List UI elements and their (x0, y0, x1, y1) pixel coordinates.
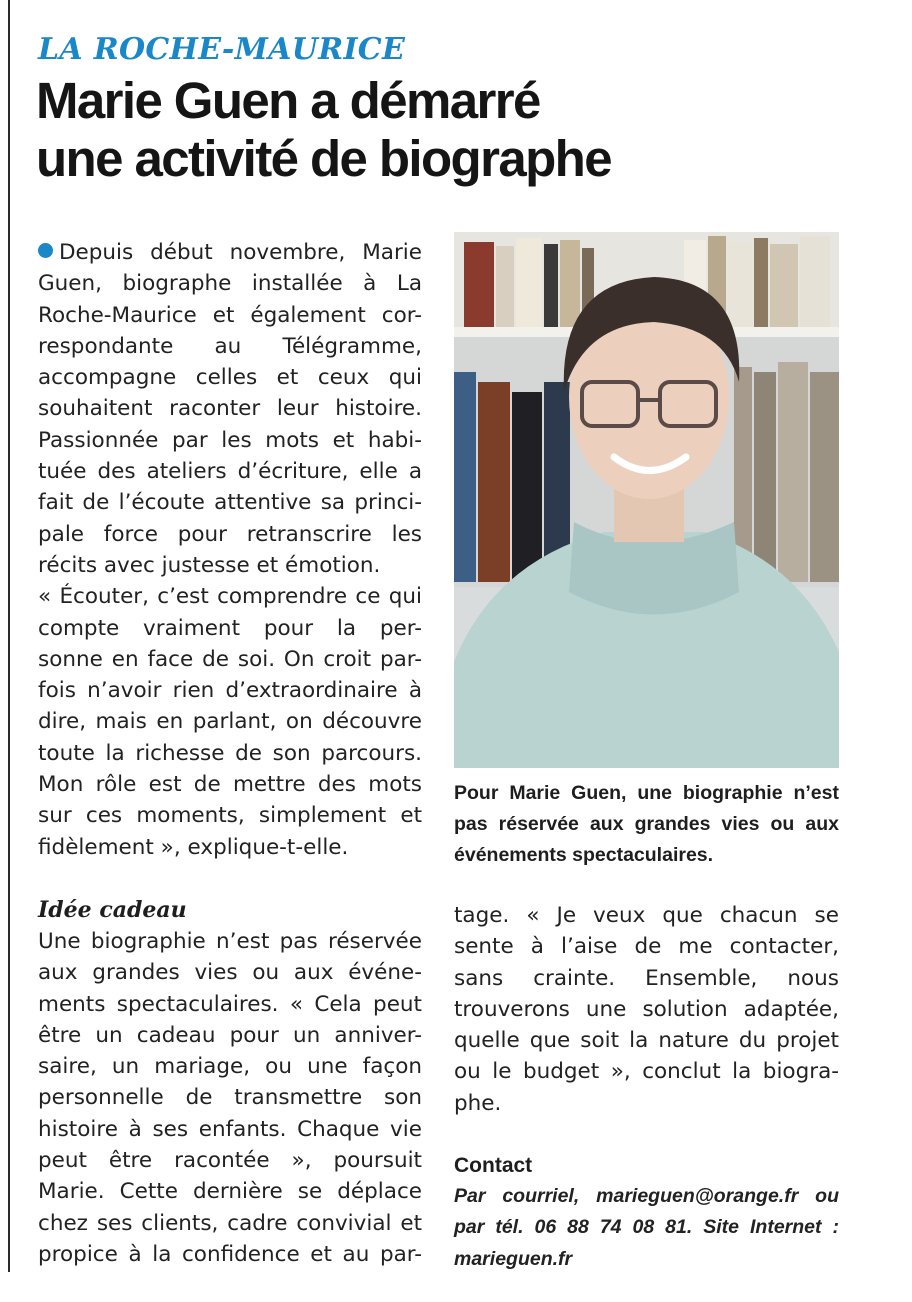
text-line: toute la richesse de son parcours. (38, 740, 422, 766)
text-line: fois n’avoir rien d’extraordinaire à (38, 678, 422, 704)
intro-paragraph (38, 237, 422, 581)
text-line: dire, mais en parlant, on découvre (38, 709, 422, 735)
text-line: histoire à ses enfants. Chaque vie (38, 1116, 422, 1142)
contact-heading: Contact (454, 1154, 533, 1178)
text-line: sente à l’aise de me contacter, (454, 934, 839, 960)
text-line: Depuis début novembre, Marie (59, 240, 422, 265)
text-line: fidèlement », explique-t-elle. (38, 834, 349, 860)
text-line: Guen, biographe installée à La (38, 271, 422, 297)
text-line: Marie. Cette dernière se déplace (38, 1179, 422, 1205)
text-line: pale force pour retranscrire les (38, 521, 422, 547)
text-line: tage. « Je veux que chacun se (454, 903, 839, 928)
text-line: être un cadeau pour un anniver- (38, 1022, 422, 1048)
text-line: récits avec justesse et émotion. (38, 552, 381, 578)
text-line: sans crainte. Ensemble, nous (454, 965, 839, 991)
text-line: trouverons une solution adaptée, (454, 996, 839, 1022)
portrait-illustration (454, 232, 839, 768)
text-line: sur ces moments, simplement et (38, 803, 422, 829)
text-line: Mon rôle est de mettre des mots (38, 772, 422, 798)
text-line: Une biographie n’est pas réservée (38, 928, 422, 954)
quote-paragraph (38, 581, 422, 863)
column-rule (8, 0, 10, 1272)
contact-line: par tél. 06 88 74 08 81. Site Internet : (454, 1216, 839, 1239)
text-line: personnelle de transmettre son (38, 1085, 422, 1111)
text-line: fait de l’écoute attentive sa princi- (38, 490, 422, 516)
text-line: Passionnée par les mots et habi- (38, 427, 422, 453)
headline-line: Marie Guen a démarré (36, 72, 540, 129)
continued-paragraph (454, 900, 839, 1119)
text-line: aux grandes vies ou aux événe- (38, 960, 422, 986)
photo-caption (454, 778, 839, 871)
bullet-icon (38, 243, 53, 258)
text-line: phe. (454, 1090, 502, 1116)
location-kicker: LA ROCHE-MAURICE (38, 32, 406, 67)
text-line: Roche-Maurice et également cor- (38, 302, 422, 328)
contact-line: Par courriel, marieguen@orange.fr ou (454, 1185, 839, 1208)
headline (36, 72, 896, 188)
section-subheading: Idée cadeau (38, 896, 187, 923)
text-line: sonne en face de soi. On croit par- (38, 646, 422, 672)
contact-line: marieguen.fr (454, 1247, 573, 1270)
contact-details (454, 1181, 839, 1275)
text-line: compte vraiment pour la per- (38, 615, 422, 641)
text-line: saire, un mariage, ou une façon (38, 1054, 422, 1080)
caption-line: pas réservée aux grandes vies ou aux (454, 813, 839, 835)
text-line: ments spectaculaires. « Cela peut (38, 991, 422, 1017)
text-line: peut être racontée », poursuit (38, 1148, 422, 1174)
headline-line: une activité de biographe (36, 130, 611, 187)
text-line: tuée des ateliers d’écriture, elle a (38, 459, 422, 485)
text-line: souhaitent raconter leur histoire. (38, 396, 422, 422)
text-line: propice à la confidence et au par- (38, 1241, 422, 1267)
text-line: ou le budget », conclut la biogra- (454, 1059, 839, 1085)
text-line: « Écouter, c’est comprendre ce qui (38, 584, 422, 610)
text-line: accompagne celles et ceux qui (38, 365, 422, 391)
article-left-column (38, 237, 422, 1270)
text-line: quelle que soit la nature du projet (454, 1028, 839, 1054)
caption-line: événements spectaculaires. (454, 844, 714, 866)
text-line: respondante au Télégramme, (38, 333, 422, 359)
gift-paragraph (38, 926, 422, 1270)
article-right-column (454, 900, 839, 1275)
text-line: chez ses clients, cadre convivial et (38, 1210, 422, 1236)
caption-line: Pour Marie Guen, une biographie n’est (454, 782, 839, 804)
portrait-photo (454, 232, 839, 768)
